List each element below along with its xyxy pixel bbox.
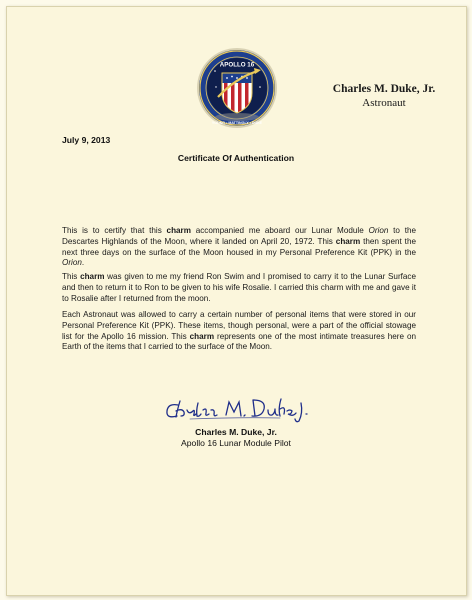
signature-block	[120, 427, 352, 449]
letterhead-sender	[324, 82, 444, 110]
paragraph-3: Each Astronaut was allowed to carry a certain number of personal items that were stored in our Personal Preference Kit (PPK). These items, though personal, were a part of the official stowage list for the Apollo 16 mission. This charm represents one of the most intimate treasures here on Earth of the items that I carried to the surface of the Moon.	[62, 310, 416, 352]
paragraph-2: This charm was given to me my friend Ron Swim and I promised to carry it to the Lunar Surface and then to return it to Ron to be given to his wife Rosalie. I carried this charm with me and gave it to Rosalie after I returned from the moon.	[62, 272, 417, 303]
paragraph-1: This is to certify that this charm accompanied me aboard our Lunar Module Orion to the Descartes Highlands of the Moon, where it landed on April 20, 1972. This charm then spent the next three days on the surface of the Moon housed in my Personal Preference Kit (PPK) in the Orion.	[62, 226, 417, 268]
signer-role: Apollo 16 Lunar Module Pilot	[181, 438, 291, 448]
apollo-16-emblem-icon	[196, 47, 278, 129]
emblem-crew-label: YOUNG • MATTINGLY • DUKE	[211, 121, 263, 125]
sender-title: Astronaut	[362, 97, 406, 109]
handwritten-signature	[160, 395, 320, 423]
signer-name: Charles M. Duke, Jr.	[195, 427, 277, 437]
letter-date: July 9, 2013	[62, 135, 111, 145]
certificate-title: Certificate Of Authentication	[177, 153, 295, 163]
emblem-mission-label: APOLLO 16	[219, 61, 255, 69]
sender-name: Charles M. Duke, Jr.	[332, 83, 436, 95]
